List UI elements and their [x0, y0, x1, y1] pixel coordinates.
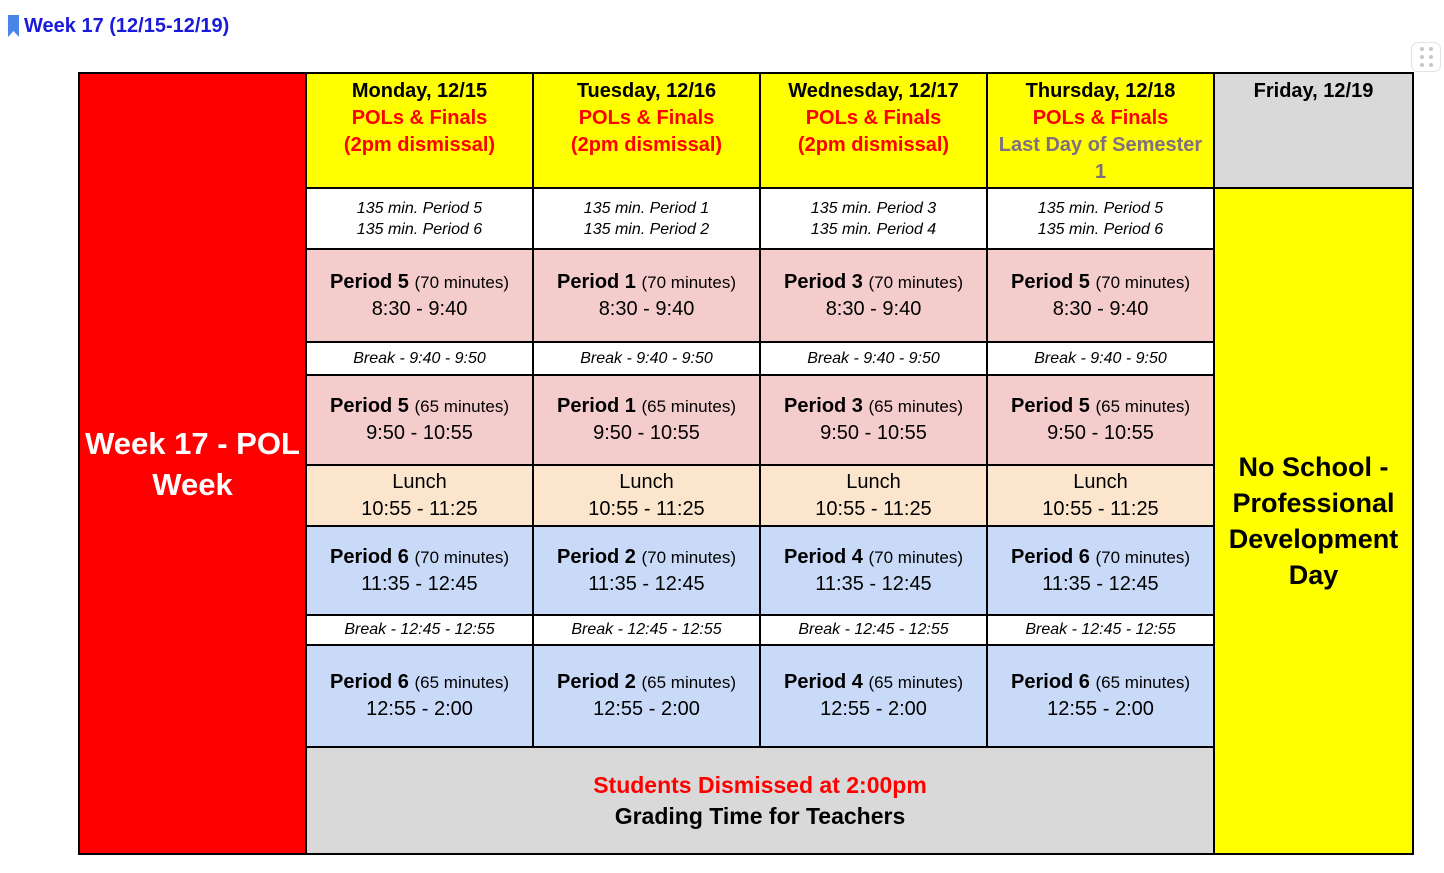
day-note: (2pm dismissal) — [570, 134, 723, 156]
heading-text: Week 17 (12/15-12/19) — [24, 14, 230, 37]
day-note: Last Day of Semester 1 — [998, 134, 1203, 183]
day-name: Tuesday, 12/16 — [576, 80, 717, 102]
dismissal-cell — [306, 747, 1214, 854]
day-header-tuesday — [533, 73, 760, 188]
period-cell: Period 3 (65 minutes) 9:50 - 10:55 — [760, 375, 987, 465]
day-name: Thursday, 12/18 — [1025, 80, 1176, 102]
day-note: (2pm dismissal) — [797, 134, 950, 156]
break-cell: Break - 9:40 - 9:50 — [760, 342, 987, 375]
period-cell: Period 6 (70 minutes) 11:35 - 12:45 — [306, 526, 533, 615]
period-cell: Period 6 (65 minutes) 12:55 - 2:00 — [987, 645, 1214, 747]
day-header-wednesday — [760, 73, 987, 188]
lunch-cell: Lunch 10:55 - 11:25 — [306, 465, 533, 526]
day-header-friday: Friday, 12/19 — [1214, 73, 1413, 188]
day-name: Wednesday, 12/17 — [788, 80, 959, 102]
day-header-thursday — [987, 73, 1214, 188]
grading-text: Grading Time for Teachers — [614, 802, 906, 829]
friday-no-school-cell: No School - Professional Development Day — [1214, 188, 1413, 854]
schedule-note: 135 min. Period 3 135 min. Period 4 — [760, 188, 987, 249]
break-cell: Break - 9:40 - 9:50 — [306, 342, 533, 375]
break-cell: Break - 9:40 - 9:50 — [987, 342, 1214, 375]
day-pol: POLs & Finals — [578, 107, 715, 129]
dismissal-text: Students Dismissed at 2:00pm — [593, 771, 927, 798]
period-cell: Period 5 (70 minutes) 8:30 - 9:40 — [987, 249, 1214, 342]
period-cell: Period 2 (65 minutes) 12:55 - 2:00 — [533, 645, 760, 747]
lunch-cell: Lunch 10:55 - 11:25 — [533, 465, 760, 526]
schedule-table — [78, 72, 1414, 855]
day-pol: POLs & Finals — [351, 107, 488, 129]
lunch-cell: Lunch 10:55 - 11:25 — [760, 465, 987, 526]
drag-handle-button[interactable] — [1411, 42, 1441, 72]
period-cell: Period 6 (65 minutes) 12:55 - 2:00 — [306, 645, 533, 747]
schedule-note: 135 min. Period 5 135 min. Period 6 — [987, 188, 1214, 249]
lunch-cell: Lunch 10:55 - 11:25 — [987, 465, 1214, 526]
break-cell: Break - 9:40 - 9:50 — [533, 342, 760, 375]
period-cell: Period 4 (70 minutes) 11:35 - 12:45 — [760, 526, 987, 615]
schedule-note: 135 min. Period 5 135 min. Period 6 — [306, 188, 533, 249]
day-pol: POLs & Finals — [805, 107, 942, 129]
schedule-note: 135 min. Period 1 135 min. Period 2 — [533, 188, 760, 249]
break-cell: Break - 12:45 - 12:55 — [760, 615, 987, 645]
period-cell: Period 5 (65 minutes) 9:50 - 10:55 — [987, 375, 1214, 465]
page-heading[interactable] — [8, 13, 229, 39]
week-label-cell: Week 17 - POL Week — [79, 73, 306, 854]
header-row — [79, 73, 1413, 188]
period-cell: Period 5 (70 minutes) 8:30 - 9:40 — [306, 249, 533, 342]
period-cell: Period 4 (65 minutes) 12:55 - 2:00 — [760, 645, 987, 747]
period-cell: Period 3 (70 minutes) 8:30 - 9:40 — [760, 249, 987, 342]
break-cell: Break - 12:45 - 12:55 — [533, 615, 760, 645]
day-header-monday — [306, 73, 533, 188]
period-cell: Period 1 (65 minutes) 9:50 - 10:55 — [533, 375, 760, 465]
day-pol: POLs & Finals — [1032, 107, 1169, 129]
drag-dots-icon — [1420, 47, 1424, 51]
period-cell: Period 2 (70 minutes) 11:35 - 12:45 — [533, 526, 760, 615]
break-cell: Break - 12:45 - 12:55 — [306, 615, 533, 645]
period-cell: Period 5 (65 minutes) 9:50 - 10:55 — [306, 375, 533, 465]
day-note: (2pm dismissal) — [343, 134, 496, 156]
bookmark-icon — [8, 15, 19, 37]
period-cell: Period 1 (70 minutes) 8:30 - 9:40 — [533, 249, 760, 342]
break-cell: Break - 12:45 - 12:55 — [987, 615, 1214, 645]
day-name: Monday, 12/15 — [351, 80, 488, 102]
period-cell: Period 6 (70 minutes) 11:35 - 12:45 — [987, 526, 1214, 615]
